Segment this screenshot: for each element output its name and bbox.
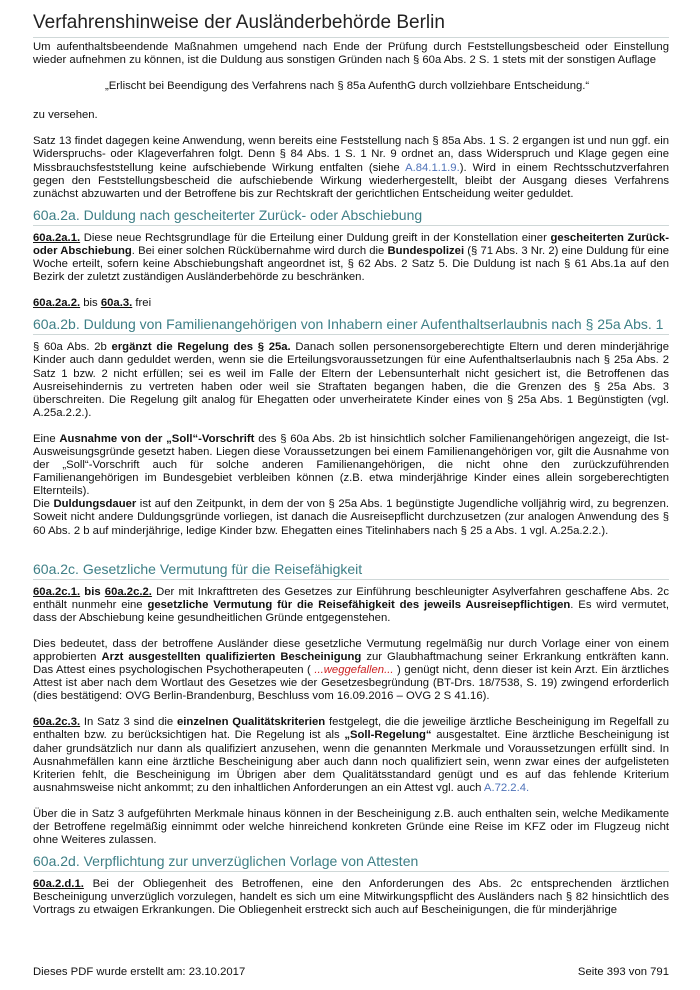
bold-run: Duldungsdauer (53, 498, 137, 511)
text-run: . Es wird vermutet, dass der Abschiebung keine gesundheitlichen Gründe entgegenstehen. (33, 598, 669, 624)
page-title: Verfahrenshinweise der Ausländerbehörde Berlin (33, 11, 669, 38)
text-run: Eine (33, 432, 60, 445)
text-run: Bei der Obliegenheit des Betroffenen, eine den Anforderungen des Abs. 2c entsprechenden ärztlichen Bescheinigung unverzüglich vorzulegen, handelt es sich um eine Mitwirkungspflicht des Ausländers nach § 82 hinsichtlich des Vortrags zu etwaigen Erkrankungen. Die Obliegenheit erstreckt sich auch auf Bescheinigungen, die für minderjährige (33, 878, 669, 917)
section-heading-60a-2c: 60a.2c. Gesetzliche Vermutung für die Reisefähigkeit (33, 561, 669, 580)
text-run: In Satz 3 sind die (80, 716, 178, 729)
text-run: des § 60a Abs. 2b ist hinsichtlich solcher Familienangehörigen angezeigt, die Ist- Ausweisungsgründe gesetzt haben. Liegen diese Voraussetzungen bei einem Familienangehörigen vor, gilt die Ausnahme von der „Soll“-Vorschrift auch für solche anderen Familienangehörigen, die nicht ohne den zurückzuführenden Familienangehörigen im Bundesgebiet verbleiben können (z.B. etwa minderjährige Kinder eines allein sorgeberechtigten Elternteils). (33, 432, 670, 498)
text-run: ist auf den Zeitpunkt, in dem der von § 25a Abs. 1 begünstigte Jugendliche volljährig wird, zu begrenzen. Soweit nicht andere Duldungsgründe vorliegen, ist danach die Ausreisepflicht durchzusetzen (zur analogen Anwendung des § 60 Abs. 2 b auf minderjährige, ledige Kinder bzw. Ehegatten eines Titelinhabers nach § 25 a Abs. 1 vgl. A.25a.2.2.). (33, 498, 669, 537)
bold-run: ergänzt die Regelung des § 25a. (111, 341, 291, 354)
paragraph-60a-2c-arzt (33, 638, 669, 703)
bold-run: Ausnahme von der „Soll“-Vorschrift (59, 432, 255, 445)
ref-60a-2c-1: 60a.2c.1. (33, 585, 81, 598)
text-run: Dies bedeutet, dass der betroffene Ausländer diese gesetzliche Vermutung regelmäßig nur durch Vorlage einer von einem approbierten (33, 637, 669, 663)
creation-date: Dieses PDF wurde erstellt am: 23.10.2017 (33, 966, 246, 978)
text-run: § 60a Abs. 2b (33, 341, 112, 354)
paragraph-60a-2a-1 (33, 232, 669, 284)
bold-run: gesetzliche Vermutung für die Reisefähigkeit des jeweils Ausreisepflichtigen (147, 598, 571, 611)
bold-run: gescheiterten Zurück- oder Abschiebung (33, 231, 669, 257)
text-run: Der mit Inkrafttreten des Gesetzes zur Einführung beschleunigter Asylverfahren geschaffene Abs. 2c enthält nunmehr eine (33, 585, 669, 611)
paragraph-60a-2c-3 (33, 716, 669, 795)
bold-run: Arzt ausgestellten qualifizierten Bescheinigung (101, 651, 362, 663)
link-a72[interactable]: A.72.2.4. (483, 781, 530, 794)
text-run: frei (132, 297, 152, 310)
bold-run: „Soll-Regelung“ (344, 729, 432, 742)
text-run: festgelegt, die die jeweilige ärztliche Bescheinigung im Regelfall zu enthalten bzw. zu berücksichtigen hat. Die Regelung ist als (33, 716, 669, 742)
text-run: Satz 13 findet dagegen keine Anwendung, wenn bereits eine Feststellung nach § 85a Abs. 1 S. 2 ergangen ist und nun ggf. ein Widerspruchs- oder Klageverfahren folgt. Denn § 84 Abs. 1 S. 1 Nr. 9 ordnet an, dass Widerspruch und Klage gegen eine Missbrauchsfeststellung keine aufschiebende Wirkung entfalten (siehe (33, 135, 669, 174)
paragraph-60a-2b-3 (33, 498, 669, 537)
paragraph-60a-2c-merkmale: Über die in Satz 3 aufgeführten Merkmale hinaus können in der Bescheinigung z.B. auch enthalten sein, welche Medikamente der Betroffene regelmäßig einnimmt oder welche hinreichend konkreten Gründe eine Reise im KFZ oder im Flugzeug nicht ohne Weiteres zulassen. (33, 807, 669, 847)
satz13-paragraph (33, 135, 669, 200)
paragraph-60a-2b-2 (33, 433, 669, 498)
paragraph-60a-2c-1 (33, 586, 669, 625)
intro-paragraph: Um aufenthaltsbeendende Maßnahmen umgehend nach Ende der Prüfung durch Feststellungsbescheid oder Einstellung wieder aufnehmen zu können, ist die Duldung aus sonstigen Gründen nach § 60a Abs. 2 S. 1 stets mit der sonstigen Auflage (33, 41, 669, 67)
ref-60a-2c-3: 60a.2c.3. (33, 716, 81, 729)
paragraph-60a-2a-2 (33, 297, 669, 310)
text-run: ). Wird in einem Rechtsschutzverfahren gegen den Feststellungsbescheid die aufschiebende Wirkung wiederhergestellt, bleibt der Ausgang dieses Verfahrens zunächst abzuwarten und der Betroffene bis zur Rechtskraft der gerichtlichen Entscheidung weiter geduldet. (33, 161, 669, 200)
intro-paragraph-2: zu versehen. (33, 109, 98, 122)
ref-60a-3: 60a.3. (100, 297, 133, 310)
text-run: (§ 71 Abs. 3 Nr. 2) eine Duldung für eine Woche erteilt, sofern keine Abschiebungshaft angeordnet ist, § 62 Abs. 2 Satz 5. Die Duldung ist nach § 61 Abs.1a auf den Bezirk der zuletzt zuständigen Ausländerbehörde zu beschränken. (33, 244, 670, 284)
bold-run: bis (80, 585, 105, 598)
ref-60a-2a-2: 60a.2a.2. (33, 297, 81, 310)
text-run: bis (80, 297, 101, 310)
page-number: Seite 393 von 791 (577, 966, 669, 978)
text-run: . Bei einer solchen Rückübernahme wird durch die (131, 244, 388, 257)
section-heading-60a-2d: 60a.2d. Verpflichtung zur unverzüglichen Vorlage von Attesten (33, 853, 669, 872)
text-run: ) genügt nicht, denn dieser ist kein Arzt. Ein ärztliches Attest ist aber nach dem Wortlaut des Gesetzes wie der Gesetzesbegründung (BT-Drs. 18/7538, S. 19) zwingend erforderlich (dies bestätigend: OVG Berlin-Brandenburg, Beschluss vom 16.09.2016 – OVG 2 S 41.16). (33, 664, 669, 703)
paragraph-60a-2d-1 (33, 878, 669, 917)
paragraph-60a-2b-1 (33, 341, 669, 420)
text-run: Die (33, 498, 54, 511)
ref-60a-2c-2: 60a.2c.2. (104, 585, 152, 598)
removed-text-marker: ...weggefallen... (314, 664, 394, 677)
text-run: zur Glaubhaftmachung seiner Erkrankung entkräften kann. Das Attest eines psychologischen Psychotherapeuten ( (33, 651, 669, 677)
bold-run: Bundespolizei (387, 244, 465, 257)
section-heading-60a-2a: 60a.2a. Duldung nach gescheiterter Zurück- oder Abschiebung (33, 207, 669, 226)
text-run: ausgestaltet. Eine ärztliche Bescheinigung ist daher grundsätzlich nur dann als qualifiziert anzusehen, wenn die genannten Merkmale und Voraussetzungen erfüllt sind. In Ausnahmefällen kann eine ärztliche Bescheinigung aber auch dann noch qualifiziert sein, wenn zwar eines der aufgelisteten Kriterien fehlt, die Bescheinigung im Übrigen aber dem Qualitätsstandard genügt und es auf das fehlende Kriterium ausnahmsweise nicht ankommt; zu den inhaltlichen Anforderungen an ein Attest vgl. auch (33, 729, 669, 794)
text-run: Diese neue Rechtsgrundlage für die Erteilung einer Duldung greift in der Konstellation einer (80, 231, 551, 244)
link-a84[interactable]: A.84.1.1.9. (405, 161, 460, 174)
ref-60a-2a-1: 60a.2a.1. (33, 231, 81, 244)
ref-60a-2d-1: 60a.2.d.1. (33, 878, 84, 891)
text-run: Danach sollen personensorgeberechtigte Eltern und deren minderjährige Kinder auch dann geduldet werden, wenn sie die Erteilungsvoraussetzungen für eine Aufenthaltserlaubnis nach § 25a Abs. 2 Satz 1 bzw. 2 nicht erfüllen; sei es weil im Falle der Eltern der Lebensunterhalt nicht gesichert ist, die Betroffenen das Ausreisehindernis zu vertreten haben oder weil sie Straftaten begangen haben, die die Grenzen des § 25a Abs. 3 überschreiten. Die Regelung gilt analog für Ehegatten oder unverheiratete Kinder eines von § 25a Abs. 1 Begünstigten (vgl. A.25a.2.2.). (33, 341, 669, 419)
section-heading-60a-2b: 60a.2b. Duldung von Familienangehörigen von Inhabern einer Aufenthaltserlaubnis nach § 25a Abs. 1 (33, 316, 669, 335)
bold-run: einzelnen Qualitätskriterien (177, 716, 326, 729)
document-body (33, 41, 669, 918)
spacer (33, 538, 669, 555)
auflage-quote: „Erlischt bei Beendigung des Verfahrens nach § 85a AufenthG durch vollziehbare Entscheidung.“ (105, 80, 590, 93)
